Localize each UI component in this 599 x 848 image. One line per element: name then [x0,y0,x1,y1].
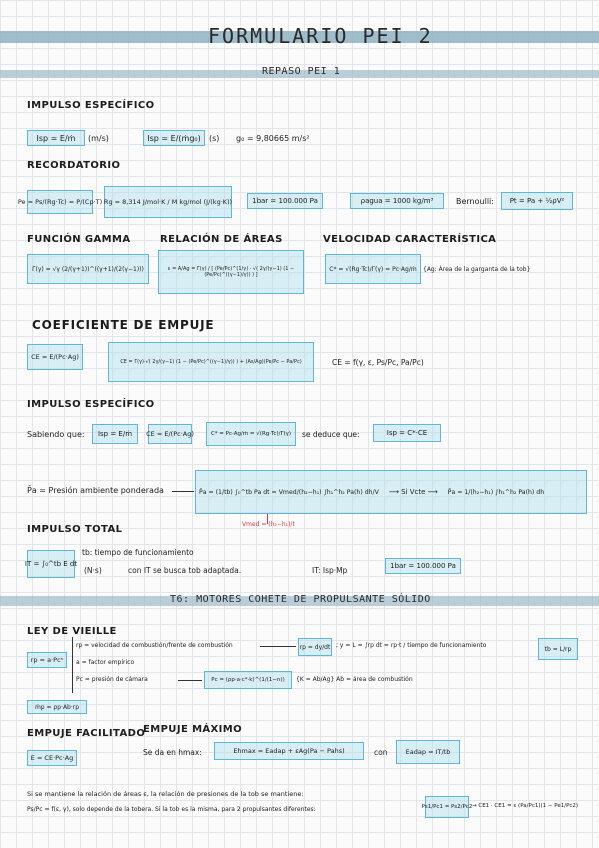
brace-line [72,637,73,693]
formula-e-ce: E = CE·Pc·Ag [27,750,77,766]
formula-c-estrella: C* = √(Rg·Tc)/Γ(γ) = Pc·Ag/ṁ [325,254,421,284]
formula-ce-3: CE = f(γ, ε, Ps/Pc, Pa/Pc) [332,358,424,367]
formula-ce-final: → CE1 · CE1 = ε (Pa/Pc1)(1 − Pe1/Pc2) [472,803,579,809]
rp-definition: rp = velocidad de combustión/frente de combustión [76,642,233,649]
si-vcte-text: Si Vcte [401,488,426,496]
heading-ley-vieille: LEY DE VIEILLE [27,626,117,637]
formula-impulso-total: IT = ∫₀^tb E dt [27,550,75,578]
unit-ns: (N·s) [84,566,102,575]
formula-mp: ṁp = ρp·Ab·rp [27,700,87,714]
g0-value: g₀ = 9,80665 m/s² [236,134,310,143]
formula-pc: Pc = (ρp·a·c*·k)^(1/(1−n)) [204,671,292,689]
a-definition: a = factor empírico [76,659,135,666]
formula-ce-1: CE = E/(Pc·Ag) [27,344,83,370]
unit-s: (s) [209,134,220,143]
formula-isp-2: Isp = E/ṁ [92,424,138,444]
box-pa-ponderada [195,470,587,514]
formula-pa-1: P̄a = (1/tb) ∫₀^tb Pa dt = Vmed/(h₂−h₁) ∫h₁^h₂ Pa(h) dh/V [199,488,379,496]
page-title: FORMULARIO PEI 2 [208,24,433,48]
heading-impulso-total: IMPULSO TOTAL [27,524,123,535]
formula-c-estrella-2: C* = Pc·Ag/ṁ = √(Rg·Tc)/Γ(γ) [206,422,296,446]
arrow-si-vcte: ⟶ Si Vcte ⟶ [388,488,438,496]
heading-velocidad-caracteristica: VELOCIDAD CARACTERÍSTICA [323,234,497,245]
final-line-2: Ps/Pc = f(ε, γ), solo depende de la tobera. Si la tob es la misma, para 2 propulsantes diferentes: [27,806,316,813]
pa-label: P̄a = Presión ambiente ponderada [27,486,164,495]
hmax-label: Se da en hmax: [143,748,202,757]
heading-recordatorio: RECORDATORIO [27,160,121,171]
arrow-line-3 [178,680,202,681]
pc-definition: Pc = presión de cámara [76,676,148,683]
arrow-line-1 [172,491,194,492]
formula-agua: ρagua = 1000 kg/m³ [350,193,444,209]
deduce-label: se deduce que: [302,430,360,439]
it-note: con IT se busca tob adaptada. [128,566,242,575]
formula-isp-final: Isp = C*·CE [373,424,441,442]
y-integral-note: ; y = L = ∫rp dt = rp·t / tiempo de funcionamiento [336,642,487,649]
bernoulli-label: Bernoulli: [456,197,494,206]
formula-bar-2: 1bar = 100.000 Pa [385,558,461,574]
formula-bar: 1bar = 100.000 Pa [247,193,323,209]
heading-funcion-gamma: FUNCIÓN GAMMA [27,234,131,245]
heading-relacion-areas: RELACIÓN DE ÁREAS [160,234,283,245]
heading-impulso-especifico-2: IMPULSO ESPECÍFICO [27,399,155,410]
note-vmed: Vmed = (h₂−h₁)/t [242,521,295,528]
sabiendo-label: Sabiendo que: [27,430,85,439]
formula-rg: Rg = 8,314 J/mol·K / M kg/mol (J/(kg·K)) [104,186,232,218]
k-note: {K = Ab/Ag} Ab = área de combustión [296,676,413,683]
formula-ce-2: CE = Γ(γ)·√( 2γ/(γ−1) (1 − (Pe/Pc)^((γ−1)/γ)) ) + (As/Ag)(Pe/Pc − Pa/Pc) [108,342,314,382]
formula-relacion-areas: ε = A/Ag = Γ(γ) / [ (Pe/Pc)^(1/γ) · √( 2γ/(γ−1) (1 − (Pe/Pc)^((γ−1)/γ)) ) ] [158,250,304,294]
heading-empuje-facilitado: EMPUJE FACILITADO [27,728,146,739]
section-title: T6: MOTORES COHETE DE PROPULSANTE SÓLIDO [170,594,431,605]
heading-impulso-especifico: IMPULSO ESPECÍFICO [27,100,155,111]
formula-ehmax: Ehmax = Eadap + εAg(Pa − Pahs) [214,742,364,760]
formula-ps-ratio: Ps1/Pc1 = Ps2/Pc2 [425,796,469,818]
tb-definition: tb: tiempo de funcionamiento [82,548,194,557]
heading-coeficiente-empuje: COEFICIENTE DE EMPUJE [32,318,215,332]
formula-rp-dydt: rp = dy/dt [298,638,332,656]
formula-tb: tb = L/rp [538,638,578,660]
formula-ce-4: CE = E/(Pc·Ag) [148,424,192,444]
formula-pa-2: P̄a = 1/(h₂−h₁) ∫h₁^h₂ Pa(h) dh [447,488,545,496]
page-subtitle: REPASO PEI 1 [262,66,341,77]
con-label: con [374,748,388,757]
it-isp-mp: IT: Isp·Mp [312,566,348,575]
formula-eadap: Eadap = IT/tb [396,740,460,764]
formula-bernoulli: Pt = Pa + ½ρV² [501,192,573,210]
formula-gamma: Γ(γ) = √γ (2/(γ+1))^((γ+1)/(2(γ−1))) [27,254,149,284]
formula-pe: Pe = Ps/(Rg·Tc) = P/(Cp·T) [27,190,93,214]
unit-ms: (m/s) [88,134,109,143]
arrow-line-2 [260,646,296,647]
final-line-1: Si se mantiene la relación de áreas ε, la relación de presiones de la tob se mantiene: [27,790,304,798]
formula-rp: rp = a·Pcⁿ [27,652,67,668]
heading-empuje-maximo: EMPUJE MÁXIMO [143,724,243,735]
formula-isp-ms: Isp = E/ṁ [27,130,85,146]
formula-isp-s: Isp = E/(ṁg₀) [143,130,205,146]
note-ag: {Ag: Área de la garganta de la tob} [423,266,531,273]
